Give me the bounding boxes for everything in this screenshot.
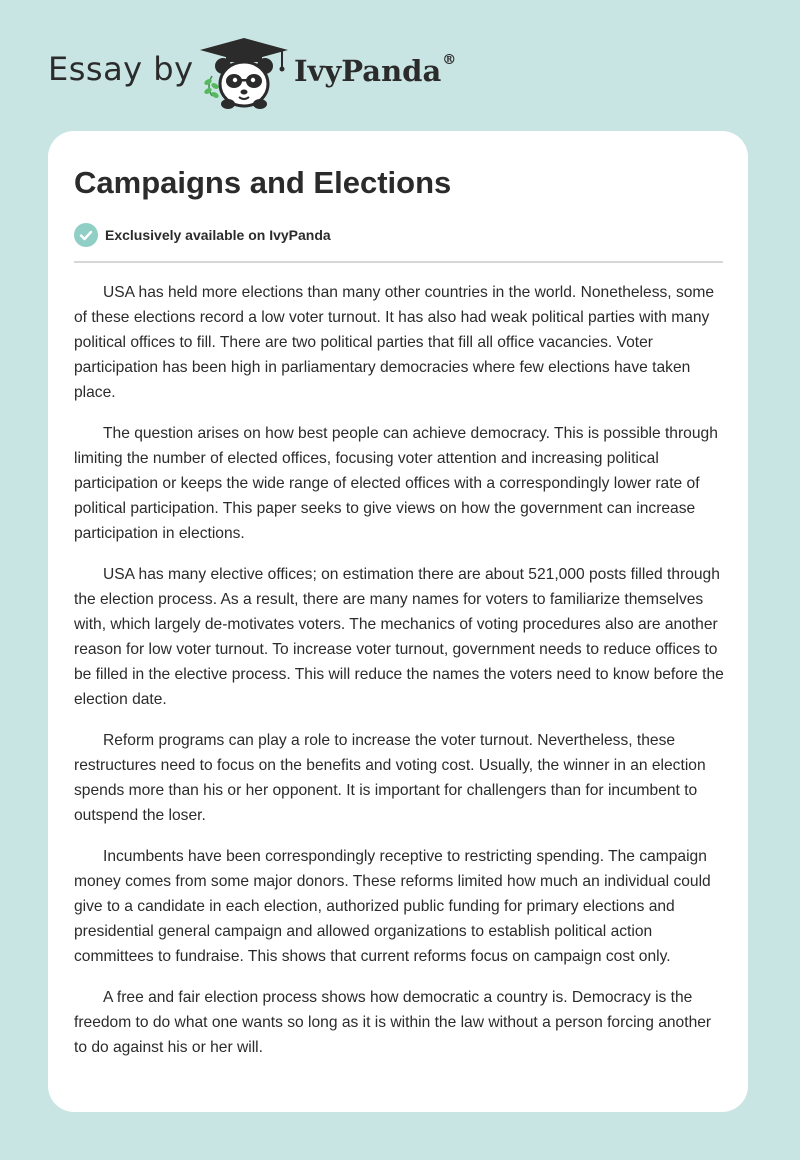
- paragraph: USA has held more elections than many other countries in the world. Nonetheless, some of these elections record a low voter turnout. It has also had weak political parties with many political offices to fill. There are two political parties that fill all office vacancies. Voter participation has been high in parliamentary democracies where few elections have taken place.: [74, 284, 715, 401]
- paragraph: Incumbents have been correspondingly receptive to restricting spending. The campaign money comes from some major donors. These reforms limited how much an individual could give to a candidate in each election, authorized public funding for primary elections and presidential general campaign and allowed organizations to establish political action committees to fundraise. This shows that current reforms focus on campaign cost only.: [74, 848, 711, 965]
- check-circle-icon: [74, 223, 98, 247]
- page-title: Campaigns and Elections: [74, 165, 452, 200]
- paragraph: Reform programs can play a role to increase the voter turnout. Nevertheless, these restructures need to focus on the benefits and voting cost. Usually, the winner in an election spends more than his or her opponent. It is important for challengers than for incumbent to outspend the loser.: [74, 732, 706, 824]
- registered-mark: ®: [442, 52, 457, 68]
- brand-name-text: IvyPanda: [294, 54, 442, 88]
- panda-graduate-icon[interactable]: [198, 36, 290, 110]
- divider: [74, 261, 723, 263]
- paragraph: A free and fair election process shows how democratic a country is. Democracy is the freedom to do what one wants so long as it is within the law without a person forcing another to do against his or her will.: [74, 989, 712, 1056]
- exclusive-label: Exclusively available on IvyPanda: [105, 227, 331, 243]
- essay-card: [48, 131, 748, 1112]
- paragraph: The question arises on how best people can achieve democracy. This is possible through limiting the number of elected offices, focusing voter attention and increasing political participation or keeps the wide range of elected offices with a correspondingly lower rate of political participation. This paper seeks to give views on how the government can increase participation in elections.: [74, 425, 718, 542]
- brand-prefix: Essay by: [48, 50, 194, 88]
- paragraph: USA has many elective offices; on estimation there are about 521,000 posts filled through the election process. As a result, there are many names for voters to familiarize themselves with, which largely de-motivates voters. The mechanics of voting procedures also are another reason for low voter turnout. To increase voter turnout, government needs to reduce offices to be filled in the elective process. This will reduce the names the voters need to know before the election date.: [74, 566, 724, 708]
- essay-body: [74, 280, 726, 1076]
- site-header: [0, 0, 800, 130]
- exclusive-badge: [74, 222, 331, 248]
- brand-name: [294, 54, 456, 88]
